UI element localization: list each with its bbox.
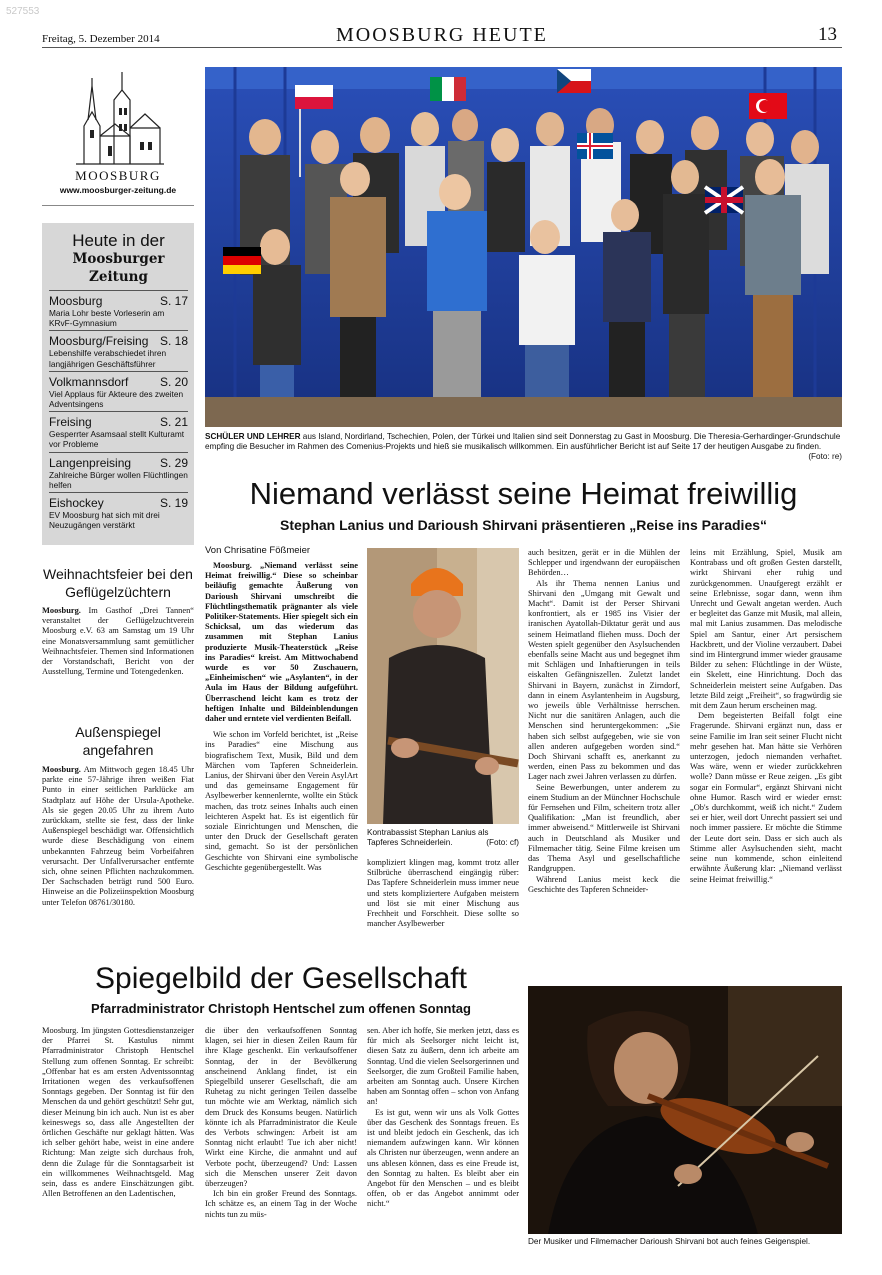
group-photo-caption xyxy=(205,432,842,462)
contents-section: Langenpreising xyxy=(49,455,132,470)
brief-headline: Außenspiegel angefahren xyxy=(75,724,161,758)
article-subheadline: Stephan Lanius und Darioush Shirvani präsentieren „Reise ins Paradies“ xyxy=(279,517,768,533)
article-column-1 xyxy=(205,561,358,946)
header-rule xyxy=(42,47,842,48)
article-column-4 xyxy=(690,548,842,976)
group-photo xyxy=(205,67,842,427)
logo-town-name: MOOSBURG xyxy=(75,168,161,183)
article-paragraph: Wie schon im Vorfeld berichtet, ist „Reise ins Paradies“ eine Mischung aus biografischem Text, Musik, Bild und dem Märchen vom Tapferen Schneiderlein. Lanius, der Shirvani über den Verein AsylArt und das gemeinsame Engagement für Asylbewerber kennenlernte, wollte ein Stück machen, das trotz seines Inhalts auch einen leichteren Aspekt hat. Es ist eigentlich für soziale Einrichtungen und Menschen, die unter den Druck der Gesellschaft geraten sind, gemacht. So ist der persönlichen Geschichte von Shirvani eine symbolische Geschichte gegenübergestellt. Was xyxy=(205,730,358,872)
contents-teaser: EV Moosburg hat sich mit drei Neuzugängen verstärkt xyxy=(49,510,160,531)
article-paragraph: Moosburg. Im jüngsten Gottesdienstanzeiger der Pfarrei St. Kastulus nimmt Pfarradministrator Christoph Hentschel Stellung zum offenen Sonntag. Er schreibt: „Offenbar hat es am ersten Adventssonntag Irritationen wegen des verkaufsoffenen Sonntags gegeben. Der Sonntag ist für den Menschen da und gehört geschützt! Sehr gut, dieser Meinung bin ich auch. Nun ist es aber keineswegs so, dass alle Angestellten der örtlichen Geschäfte nur geklagt hätten. Was ich selber gehört habe, weist in eine andere Richtung: Man zeigte sich durchaus froh, denn die Zulage für die Sonntagsarbeit ist ein willkommenes Weihnachtsgeld. Mag sein, dass es andere Einschätzungen gibt. Allen Betroffenen an den Ladentischen, xyxy=(42,1026,194,1199)
contents-page: S. 20 xyxy=(159,374,188,389)
brief-text: Am Mittwoch gegen 18.45 Uhr parkte eine 57-Jährige ihren weißen Fiat Punto in einer seitlichen Parklücke am Stadtplatz auf Höhe der Ursula-Apotheke. Als sie gegen 20.05 Uhr zu ihrem Auto zurückkam, stellte sie fest, dass der linke Außenspiegel beschädigt war. Offensichtlich wurde diese Beschädigung von einem unbekannten Fahrzeug beim Vorbeifahren verursacht. Der Unfallverursacher entfernte sich, ohne seinen Pflichten nachzukommen. Der Sachschaden beträgt rund 500 Euro. Hinweise an die Polizeiinspektion Moosburg unter Telefon 08761/30180. xyxy=(42,765,194,907)
article-paragraph: sen. Aber ich hoffe, Sie merken jetzt, dass es für mich als Seelsorger nicht leicht ist, diesen Satz zu äußern, denn ich arbeite am Sonntag. Und die vielen Seelsorgerinnen und Seelsorger, die zum Großteil Familie haben, arbeiten am Sonntag auch. Unsere Kirchen haben am Sonntag offen – schon von Anfang an! xyxy=(367,1026,519,1107)
caption-text: Kontrabassist Stephan Lanius als Tapferes Schneiderlein. xyxy=(367,828,489,847)
contents-teaser: Gesperrter Asamsaal stellt Kulturamt vor Probleme xyxy=(49,429,188,452)
contents-section: Moosburg xyxy=(49,294,103,308)
contents-teaser: Viel Applaus für Akteure des zweiten Adventsingens xyxy=(49,389,188,412)
article2-column-3 xyxy=(367,1026,519,1251)
contents-page: S. 17 xyxy=(159,294,188,308)
brief-dateline: Moosburg. xyxy=(42,606,81,615)
contents-page: S. 19 xyxy=(159,496,188,511)
article-paragraph: Ich bin ein großer Freund des Sonntags. Ich schätze es, an einem Tag in der Woche nichts tun zu müs- xyxy=(205,1189,357,1219)
contents-title: Heute in der xyxy=(72,231,165,250)
article-headline: Spiegelbild der Gesellschaft xyxy=(95,962,467,995)
article-paragraph: leins mit Erzählung, Spiel, Musik am Kontrabass und oft großen Gesten darstellt, wirkt Shirvani eher ruhig und zurückgenommen. Unaufgeregt erzählt er seine Erlebnisse, sogar dann, wenn ihm Unrecht und Gewalt angetan werden. Auch er begleitet das Ganze mit Musik, mal allein, mal mit Lanius zusammen. Das melodische Spiel am Santur, einer Art persischem Hackbrett, und der Violine verzaubert. Dabei sind im Hintergrund immer wieder grausame Bilder zu sehen: Flüchtlinge in der Wüste, ein Skelett, eine Hinrichtung. Doch das Schneiderlein meistert seine Aufgaben. Das letzte Bild zeigt „Freiheit“, so fragwürdig sie mit dem Zaun herum erscheinen mag. xyxy=(690,548,842,711)
contents-section: Freising xyxy=(49,415,92,430)
article-subheadline: Pfarradministrator Christoph Hentschel zum offenen Sonntag xyxy=(91,1001,471,1016)
violinist-photo-caption: Der Musiker und Filmemacher Darioush Shirvani bot auch feines Geigenspiel. xyxy=(528,1237,811,1246)
contents-row xyxy=(49,415,188,429)
article-paragraph: kompliziert klingen mag, kommt trotz aller Stilbrüche überraschend eingängig rüber: Das Tapfere Schneiderlein muss immer neue und stets kompliziertere Aufgaben meistern und löst sie mit einer Mischung aus Frechheit und Forschheit. Diese sollte so mancher Asylbewerber xyxy=(367,858,519,929)
article-headline: Niemand verlässt seine Heimat freiwillig xyxy=(249,476,798,511)
article-paragraph: die über den verkaufsoffenen Sonntag klagen, sei hier in diesen Zeilen Raum für ihre Klage geschenkt. Ein verkaufsoffener Sonntag, der in der Bevölkerung anscheinend Anklang findet, ist ein Spiegelbild unserer Gesellschaft, die am Ruhetag zu nicht geringen Teilen dasselbe tun möchte wie am Werktag, nämlich sich dem Druck des Konsums beugen. Natürlich könnte ich als Pfarradministrator die Keule des Verbots schwingen: Arbeit ist am Sonntag nicht erlaubt! Tue ich aber nicht! Wirkt eine Kirche, die anmahnt und auf Verbote pocht, überzeugend? Und: Lassen sich die Menschen unserer Zeit davon überzeugen? xyxy=(205,1026,357,1189)
photo-credit: (Foto: cf) xyxy=(486,838,519,847)
issue-date: Freitag, 5. Dezember 2014 xyxy=(42,33,160,45)
contents-teaser: Lebenshilfe verabschiedet ihren langjährigen Geschäftsführer xyxy=(49,348,188,371)
contents-box xyxy=(42,223,194,545)
article-column-2 xyxy=(367,858,519,948)
bassist-photo-caption xyxy=(367,828,519,848)
contents-row xyxy=(49,294,188,308)
town-logo xyxy=(42,66,194,202)
caption-lead: SCHÜLER UND LEHRER xyxy=(205,432,301,441)
article-column-3 xyxy=(528,548,680,976)
article-paragraph: Als ihr Thema nennen Lanius und Shirvani den „Umgang mit Gewalt und Macht“. Damit ist der Perser Shirvani konfrontiert, als er 1985 ins Visier der iranischen Ayatollah-Diktatur gerät und aus seinem Heimatland fliehen muss. Doch der Westen spielt gegenüber den Asylsuchenden ebenfalls seine Macht aus und begegnet ihm mit Schlägen und Inhaftierungen in teils eiskalten Gefängniszellen. Zuletzt landet Shirvani in Bayern, zunächst in Zirndorf, dann in einem Asylantenheim in Augsburg, wo jeweils üble Verhältnisse herrschen. Nicht nur die sanitären Anlagen, auch die Menschen sind heruntergekommen: „Sie haben sich selbst aufgegeben, wie sie von allen anderen aufgegeben worden sind.“ Doch Shirvani schafft es, anerkannt zu werden, einen Pass zu bekommen und das Lager nach zwei Jahren verlassen zu dürfen. xyxy=(528,578,680,782)
caption-text: aus Island, Nordirland, Tschechien, Polen, der Türkei und Italien sind seit Donnerstag zu Gast in Moosburg. Die Theresia-Gerhardinger-Grundschule empfing die Besucher im Rahmen des Comenius-Projekts und hieß sie musikalisch willkommen. Ein ausführlicher Bericht ist auf Seite 17 der heutigen Ausgabe zu finden. xyxy=(205,432,841,451)
brief-headline: Weihnachtsfeier bei den Geflügelzüchtern xyxy=(43,566,193,600)
article2-column-1 xyxy=(42,1026,194,1251)
contents-page: S. 18 xyxy=(159,334,188,349)
article-lead-paragraph: Moosburg. „Niemand verlässt seine Heimat freiwillig.“ Diese so scheinbar beiläufig gemachte Äußerung von Darioush Shirvani umschreibt die Flüchtlingsthematik prägnanter als viele Politiker-Statements. Hier spiegelt sich ein Schicksal, um das wiederum das zusammen mit Stephan Lanius produzierte Musik-Theaterstück „Reise ins Paradies“ kreist. Am Mittwochabend wurde es vor 50 Zuschauern, „Einheimischen“ wie „Asylanten“, in der Aula im Haus der Bildung aufgeführt. Überraschend leicht kam es trotz der heftigen Inhalte und Bildeinblendungen daher und erntete viel verdienten Beifall. xyxy=(205,561,358,724)
contents-teaser: Maria Lohr beste Vorleserin am KRvF-Gymnasium xyxy=(49,308,188,331)
brief-body xyxy=(42,765,194,948)
logo-rule xyxy=(42,205,194,206)
archive-stamp: 527553 xyxy=(6,6,40,17)
contents-row xyxy=(49,456,188,470)
violinist-photo xyxy=(528,986,842,1234)
section-title: MOOSBURG HEUTE xyxy=(336,24,548,46)
article-paragraph: Dem begeisterten Beifall folgt eine Fragerunde. Shirvani ergänzt nun, dass er seine Familie im Iran seit seiner Flucht nicht mehr gesehen hat. Man hätte sie Verhören unterzogen, jedoch niemanden verhaftet. Was wäre, wenn er wieder zurückkehren wolle? Dann müsse er Reue zeigen. „Es gibt sogar ein Formular“, ergänzt Shirvani nicht ohne Humor. Rasch wird er wieder ernst: „Ob's durchkommt, weiß ich nicht.“ Zudem sei er hier, weil dort Unrecht passiert sei und noch immer passiere. Er möchte die Stimme der Leute dort sein. Dass er sich auch als Stimme aller Asylsuchenden sieht, macht seine nun kommende, schon einleitend erwähnte Äußerung klar: „Niemand verlässt seine Heimat freiwillig.“ xyxy=(690,711,842,884)
page-number: 13 xyxy=(818,24,837,45)
contents-row xyxy=(49,375,188,389)
contents-row xyxy=(49,496,188,510)
contents-section: Volkmannsdorf xyxy=(49,374,129,389)
article2-column-2 xyxy=(205,1026,357,1251)
contents-section: Moosburg/Freising xyxy=(49,334,149,349)
church-icon xyxy=(70,66,166,166)
contents-section: Eishockey xyxy=(49,496,104,511)
logo-url[interactable]: www.moosburger-zeitung.de xyxy=(59,185,177,195)
newspaper-name: Moosburger Zeitung xyxy=(49,250,188,291)
photo-credit: (Foto: re) xyxy=(808,452,842,461)
article-paragraph: Es ist gut, wenn wir uns als Volk Gottes über das Geschenk des Sonntags freuen. Es ist und bleibt jedoch ein Geschenk, das ich niemandem aufzwingen kann. Wir können als Christen nur überzeugen, wenn andere an uns ablesen können, dass es eine Freude ist, den Sonntag zu halten. Es bleibt aber ein Angebot für den Menschen – und es bleibt offen, ob er das Angebot annimmt oder nicht.“ xyxy=(367,1107,519,1209)
article-paragraph: Während Lanius meist keck die Geschichte des Tapferen Schneider- xyxy=(528,874,680,894)
contents-page: S. 21 xyxy=(159,415,188,430)
brief-body xyxy=(42,606,194,701)
contents-teaser: Zahlreiche Bürger wollen Flüchtlingen helfen xyxy=(49,470,188,493)
brief-dateline: Moosburg. xyxy=(42,765,81,774)
contents-page: S. 29 xyxy=(159,455,188,470)
article-byline: Von Chrisatine Fößmeier xyxy=(205,546,311,556)
bassist-photo xyxy=(367,548,519,824)
article-paragraph: Seine Bewerbungen, unter anderem zu einem Studium an der Münchner Hochschule für Fernsehen und Film, scheitern trotz aller Qualifikation: „Man ist freundlich, aber immer abweisend.“ Mittlerweile ist Shirvani auch in Deutschland als Musiker und Filmemacher tätig. Seine Filme kreisen um das Thema Asyl und gesellschaftliche Randgruppen. xyxy=(528,782,680,874)
brief-text: Im Gasthof „Drei Tannen“ veranstaltet der Geflügelzuchtverein Moosburg e.V. 63 am Samstag um 19 Uhr eine Monatsversammlung samt gemütlicher Weihnachtsfeier. Themen sind Informationen der Vorstandschaft, Bericht von der Ausstellung, Termine und Totengedenken. xyxy=(42,606,194,677)
contents-row xyxy=(49,334,188,348)
article-paragraph: auch besitzen, gerät er in die Mühlen der Schlepper und irgendwann der europäischen Behörden… xyxy=(528,548,680,578)
